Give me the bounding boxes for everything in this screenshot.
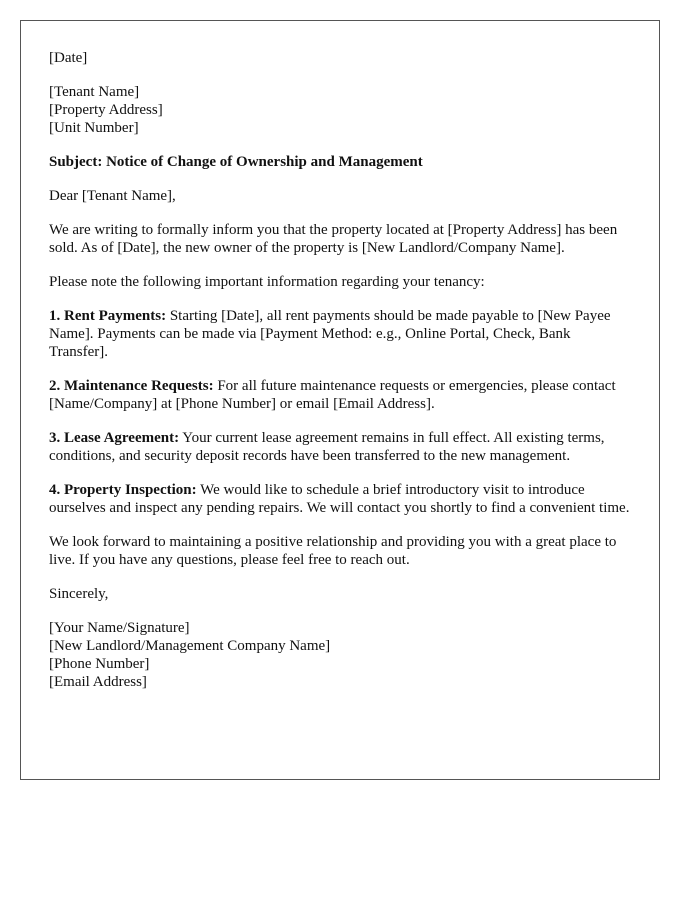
recipient-name: [Tenant Name]	[49, 84, 140, 100]
letter-page	[20, 20, 660, 780]
letter-salutation: Dear [Tenant Name],	[49, 188, 176, 204]
letter-date: [Date]	[49, 50, 88, 66]
closing-paragraph: We look forward to maintaining a positive relationship and providing you with a great place to live. If you have any questions, please feel free to reach out.	[49, 534, 617, 568]
note-paragraph: Please note the following important information regarding your tenancy:	[49, 274, 485, 290]
item-text: Your current lease agreement remains in full effect. All existing terms, conditions, and security deposit records have been transferred to the new management.	[49, 430, 605, 464]
item-label: 3. Lease Agreement:	[49, 430, 180, 446]
sender-phone: [Phone Number]	[49, 656, 150, 672]
item-text: We would like to schedule a brief introductory visit to introduce ourselves and inspect any pending repairs. We will contact you shortly to find a convenient time.	[49, 482, 630, 516]
sender-block	[49, 619, 631, 691]
subject-text: Subject: Notice of Change of Ownership and Management	[49, 154, 423, 170]
recipient-block	[49, 83, 631, 137]
item-label: 2. Maintenance Requests:	[49, 378, 214, 394]
letter-subject	[49, 153, 631, 171]
item-property-inspection	[49, 481, 631, 517]
item-text: Starting [Date], all rent payments should be made payable to [New Payee Name]. Payments can be made via [Payment Method: e.g., Online Portal, Check, Bank Transfer].	[49, 308, 611, 360]
sender-name: [Your Name/Signature]	[49, 620, 190, 636]
sender-email: [Email Address]	[49, 674, 147, 690]
recipient-address: [Property Address]	[49, 102, 163, 118]
sender-company: [New Landlord/Management Company Name]	[49, 638, 331, 654]
intro-paragraph: We are writing to formally inform you that the property located at [Property Address] has been sold. As of [Date], the new owner of the property is [New Landlord/Company Name].	[49, 222, 618, 256]
recipient-unit: [Unit Number]	[49, 120, 139, 136]
item-label: 1. Rent Payments:	[49, 308, 167, 324]
item-lease-agreement	[49, 429, 631, 465]
item-text: For all future maintenance requests or emergencies, please contact [Name/Company] at [Phone Number] or email [Email Address].	[49, 378, 616, 412]
item-label: 4. Property Inspection:	[49, 482, 197, 498]
item-maintenance-requests	[49, 377, 631, 413]
item-rent-payments	[49, 307, 631, 361]
letter-signoff: Sincerely,	[49, 586, 109, 602]
